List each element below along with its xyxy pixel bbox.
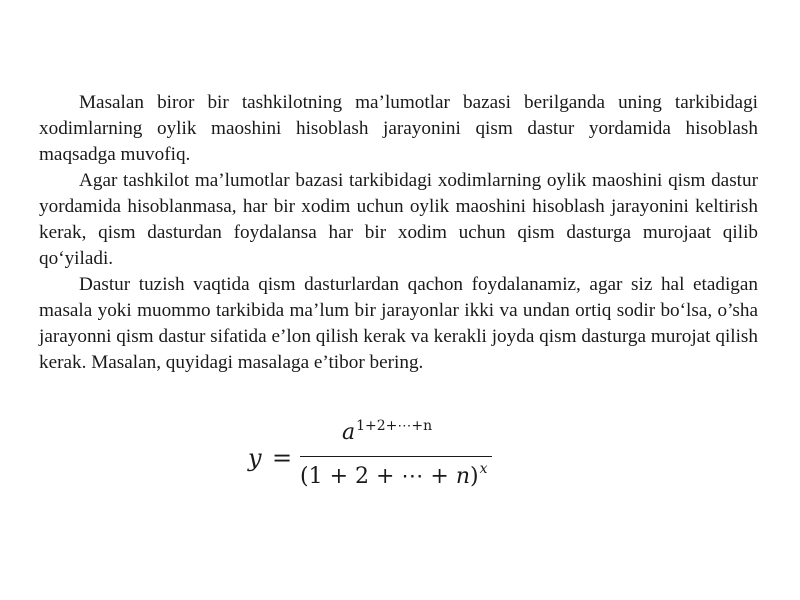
fraction-bar	[300, 456, 492, 457]
paragraph-2: Agar tashkilot ma’lumotlar bazasi tarkibidagi xodimlarning oylik maoshini qism dastur yordamida hisoblanmasa, har bir xodim uchun oylik maoshini hisoblash jarayonini keltirish kerak, qism dasturdan foydalansa har bir xodim uchun qism dasturga murojaat qilib qo‘yiladi.	[39, 170, 758, 269]
numerator-base: a	[342, 420, 356, 445]
denominator-open: (1 + 2 + ⋯ +	[300, 464, 456, 489]
formula-denominator	[300, 461, 488, 489]
paragraph-3: Dastur tuzish vaqtida qism dasturlardan qachon foydalanamiz, agar siz hal etadigan masala yoki muommo tarkibida ma’lum bir jarayonlar ikki va undan ortiq sodir bo‘lsa, o’sha jarayonni qism dastur sifatida e’lon qilish kerak va kerakli joyda qism dasturga murojat qilish kerak. Masalan, quyidagi masalaga e’tibor bering.	[39, 274, 758, 373]
denominator-close: )	[470, 464, 479, 489]
math-formula	[248, 418, 508, 498]
denominator-var: n	[455, 464, 471, 489]
denominator-exponent: x	[479, 461, 488, 477]
numerator-exponent: 1+2+⋯+n	[356, 418, 433, 434]
formula-lhs: y	[248, 444, 262, 472]
formula-equals: =	[272, 444, 293, 472]
paragraph-1: Masalan biror bir tashkilotning ma’lumotlar bazasi berilganda uning tarkibidagi xodimlarning oylik maoshini hisoblash jarayonini qism dastur yordamida hisoblash maqsadga muvofiq.	[39, 92, 758, 165]
formula-numerator	[342, 420, 431, 445]
body-text	[39, 90, 758, 376]
